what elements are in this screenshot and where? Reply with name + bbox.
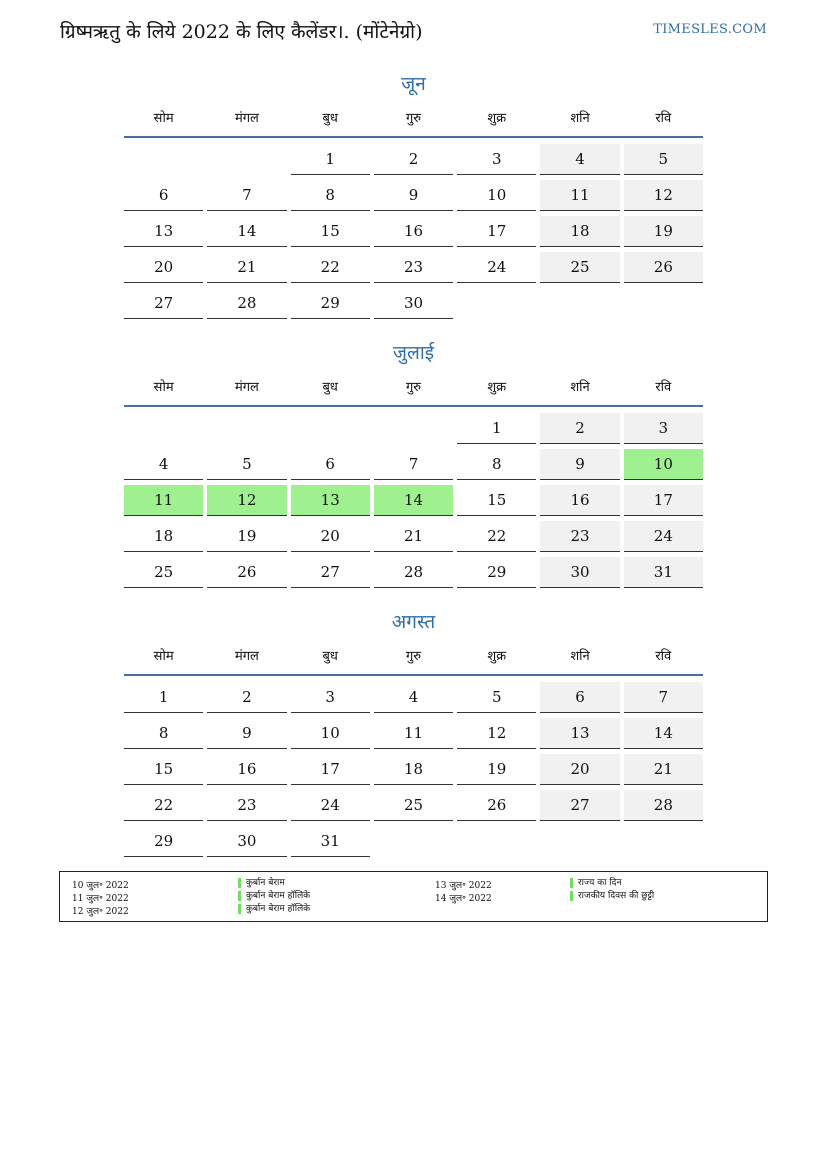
empty-cell xyxy=(124,144,203,175)
day-cell[interactable]: 21 xyxy=(374,521,453,552)
day-cell[interactable]: 14 xyxy=(624,718,703,749)
day-cell[interactable]: 2 xyxy=(374,144,453,175)
day-cell[interactable]: 25 xyxy=(374,790,453,821)
day-cell[interactable]: 6 xyxy=(291,449,370,480)
day-cell[interactable]: 16 xyxy=(374,216,453,247)
day-cell[interactable]: 15 xyxy=(291,216,370,247)
day-cell[interactable]: 22 xyxy=(291,252,370,283)
header-divider xyxy=(124,674,703,676)
day-cell[interactable]: 1 xyxy=(291,144,370,175)
day-cell[interactable]: 13 xyxy=(124,216,203,247)
day-cell[interactable]: 18 xyxy=(374,754,453,785)
legend-date: 14 जुल॰ 2022 xyxy=(435,894,492,904)
weekday-label: सोम xyxy=(153,380,174,395)
legend-holiday-name: कुर्बान बेराम xyxy=(238,878,285,888)
day-cell[interactable]: 23 xyxy=(207,790,286,821)
day-cell[interactable]: 11 xyxy=(540,180,619,211)
day-cell[interactable]: 7 xyxy=(207,180,286,211)
day-cell[interactable]: 5 xyxy=(457,682,536,713)
empty-cell xyxy=(540,826,619,857)
empty-cell xyxy=(207,413,286,444)
day-cell[interactable]: 14 xyxy=(207,216,286,247)
empty-cell xyxy=(374,826,453,857)
day-cell[interactable]: 7 xyxy=(374,449,453,480)
week-row xyxy=(122,678,705,714)
day-cell[interactable]: 12 xyxy=(624,180,703,211)
weekday-label: रवि xyxy=(655,649,672,664)
day-cell[interactable]: 10 xyxy=(457,180,536,211)
day-cell[interactable]: 26 xyxy=(457,790,536,821)
day-cell[interactable]: 20 xyxy=(124,252,203,283)
day-cell[interactable]: 17 xyxy=(457,216,536,247)
month-grid xyxy=(122,140,705,320)
day-cell[interactable]: 2 xyxy=(540,413,619,444)
day-cell[interactable]: 31 xyxy=(291,826,370,857)
weekday-header xyxy=(122,646,705,672)
weekday-label: मंगल xyxy=(234,111,259,126)
weekday-label: मंगल xyxy=(234,649,259,664)
day-cell[interactable]: 3 xyxy=(457,144,536,175)
day-cell[interactable]: 7 xyxy=(624,682,703,713)
week-row xyxy=(122,140,705,176)
day-cell[interactable]: 18 xyxy=(124,521,203,552)
month-title: जुलाई xyxy=(392,342,435,364)
day-cell[interactable]: 14 xyxy=(374,485,453,516)
holiday-legend xyxy=(59,871,768,922)
week-row xyxy=(122,212,705,248)
day-cell[interactable]: 5 xyxy=(624,144,703,175)
day-cell[interactable]: 4 xyxy=(374,682,453,713)
empty-cell xyxy=(124,413,203,444)
day-cell[interactable]: 20 xyxy=(540,754,619,785)
day-cell[interactable]: 10 xyxy=(624,449,703,480)
header-divider xyxy=(124,405,703,407)
weekday-label: शुक्र xyxy=(487,649,507,664)
day-cell[interactable]: 24 xyxy=(624,521,703,552)
day-cell[interactable]: 5 xyxy=(207,449,286,480)
weekday-label: गुरु xyxy=(405,111,422,126)
weekday-label: शनि xyxy=(570,111,590,126)
week-row xyxy=(122,714,705,750)
day-cell[interactable]: 30 xyxy=(540,557,619,588)
weekday-label: मंगल xyxy=(234,380,259,395)
day-cell[interactable]: 12 xyxy=(207,485,286,516)
legend-holiday-name: कुर्बान बेराम हॉलिके xyxy=(238,891,310,901)
weekday-header xyxy=(122,108,705,134)
day-cell[interactable]: 19 xyxy=(457,754,536,785)
day-cell[interactable]: 29 xyxy=(457,557,536,588)
day-cell[interactable]: 29 xyxy=(291,288,370,319)
weekday-label: रवि xyxy=(655,380,672,395)
legend-date: 12 जुल॰ 2022 xyxy=(72,907,129,917)
page-title: ग्रिष्मऋतु के लिये 2022 के लिए कैलेंडर।. (मोंटेनेग्रो) xyxy=(60,21,423,43)
day-cell[interactable]: 28 xyxy=(374,557,453,588)
day-cell[interactable]: 29 xyxy=(124,826,203,857)
week-row xyxy=(122,409,705,445)
day-cell[interactable]: 1 xyxy=(457,413,536,444)
day-cell[interactable]: 10 xyxy=(291,718,370,749)
week-row xyxy=(122,786,705,822)
weekday-label: बुध xyxy=(322,380,338,395)
site-link[interactable]: TIMESLES.COM xyxy=(653,22,767,37)
day-cell[interactable]: 21 xyxy=(624,754,703,785)
legend-date: 13 जुल॰ 2022 xyxy=(435,881,492,891)
day-cell[interactable]: 2 xyxy=(207,682,286,713)
week-row xyxy=(122,445,705,481)
day-cell[interactable]: 19 xyxy=(207,521,286,552)
day-cell[interactable]: 30 xyxy=(374,288,453,319)
day-cell[interactable]: 31 xyxy=(624,557,703,588)
day-cell[interactable]: 15 xyxy=(457,485,536,516)
weekday-label: शनि xyxy=(570,380,590,395)
week-row xyxy=(122,284,705,320)
legend-date: 11 जुल॰ 2022 xyxy=(72,894,129,904)
day-cell[interactable]: 6 xyxy=(540,682,619,713)
day-cell[interactable]: 1 xyxy=(124,682,203,713)
week-row xyxy=(122,248,705,284)
day-cell[interactable]: 28 xyxy=(624,790,703,821)
day-cell[interactable]: 11 xyxy=(374,718,453,749)
empty-cell xyxy=(540,288,619,319)
weekday-label: शुक्र xyxy=(487,111,507,126)
day-cell[interactable]: 13 xyxy=(540,718,619,749)
empty-cell xyxy=(291,413,370,444)
day-cell[interactable]: 22 xyxy=(457,521,536,552)
empty-cell xyxy=(457,288,536,319)
day-cell[interactable]: 13 xyxy=(291,485,370,516)
legend-holiday-name: राजकीय दिवस की छुट्टी xyxy=(570,891,654,901)
day-cell[interactable]: 9 xyxy=(374,180,453,211)
day-cell[interactable]: 25 xyxy=(124,557,203,588)
weekday-label: सोम xyxy=(153,649,174,664)
day-cell[interactable]: 27 xyxy=(291,557,370,588)
day-cell[interactable]: 21 xyxy=(207,252,286,283)
weekday-header xyxy=(122,377,705,403)
week-row xyxy=(122,750,705,786)
day-cell[interactable]: 6 xyxy=(124,180,203,211)
weekday-label: बुध xyxy=(322,649,338,664)
week-row xyxy=(122,822,705,858)
day-cell[interactable]: 4 xyxy=(124,449,203,480)
weekday-label: रवि xyxy=(655,111,672,126)
day-cell[interactable]: 22 xyxy=(124,790,203,821)
empty-cell xyxy=(457,826,536,857)
empty-cell xyxy=(624,826,703,857)
header-divider xyxy=(124,136,703,138)
day-cell[interactable]: 26 xyxy=(207,557,286,588)
day-cell[interactable]: 27 xyxy=(540,790,619,821)
week-row xyxy=(122,481,705,517)
week-row xyxy=(122,553,705,589)
day-cell[interactable]: 23 xyxy=(540,521,619,552)
day-cell[interactable]: 24 xyxy=(457,252,536,283)
day-cell[interactable]: 8 xyxy=(291,180,370,211)
week-row xyxy=(122,517,705,553)
day-cell[interactable]: 17 xyxy=(291,754,370,785)
day-cell[interactable]: 3 xyxy=(291,682,370,713)
empty-cell xyxy=(374,413,453,444)
day-cell[interactable]: 3 xyxy=(624,413,703,444)
day-cell[interactable]: 9 xyxy=(207,718,286,749)
day-cell[interactable]: 20 xyxy=(291,521,370,552)
day-cell[interactable]: 8 xyxy=(457,449,536,480)
day-cell[interactable]: 26 xyxy=(624,252,703,283)
legend-holiday-name: राज्य का दिन xyxy=(570,878,621,888)
day-cell[interactable]: 12 xyxy=(457,718,536,749)
day-cell[interactable]: 18 xyxy=(540,216,619,247)
day-cell[interactable]: 16 xyxy=(207,754,286,785)
day-cell[interactable]: 8 xyxy=(124,718,203,749)
day-cell[interactable]: 4 xyxy=(540,144,619,175)
month-grid xyxy=(122,678,705,858)
month-title: अगस्त xyxy=(391,611,436,633)
weekday-label: शुक्र xyxy=(487,380,507,395)
day-cell[interactable]: 27 xyxy=(124,288,203,319)
empty-cell xyxy=(624,288,703,319)
empty-cell xyxy=(207,144,286,175)
legend-holiday-name: कुर्बान बेराम हॉलिके xyxy=(238,904,310,914)
legend-date: 10 जुल॰ 2022 xyxy=(72,881,129,891)
weekday-label: बुध xyxy=(322,111,338,126)
day-cell[interactable]: 23 xyxy=(374,252,453,283)
day-cell[interactable]: 30 xyxy=(207,826,286,857)
month-grid xyxy=(122,409,705,589)
day-cell[interactable]: 28 xyxy=(207,288,286,319)
day-cell[interactable]: 24 xyxy=(291,790,370,821)
day-cell[interactable]: 11 xyxy=(124,485,203,516)
month-title: जून xyxy=(401,73,426,95)
day-cell[interactable]: 17 xyxy=(624,485,703,516)
weekday-label: सोम xyxy=(153,111,174,126)
day-cell[interactable]: 9 xyxy=(540,449,619,480)
day-cell[interactable]: 16 xyxy=(540,485,619,516)
day-cell[interactable]: 15 xyxy=(124,754,203,785)
day-cell[interactable]: 19 xyxy=(624,216,703,247)
weekday-label: गुरु xyxy=(405,649,422,664)
day-cell[interactable]: 25 xyxy=(540,252,619,283)
week-row xyxy=(122,176,705,212)
weekday-label: गुरु xyxy=(405,380,422,395)
weekday-label: शनि xyxy=(570,649,590,664)
